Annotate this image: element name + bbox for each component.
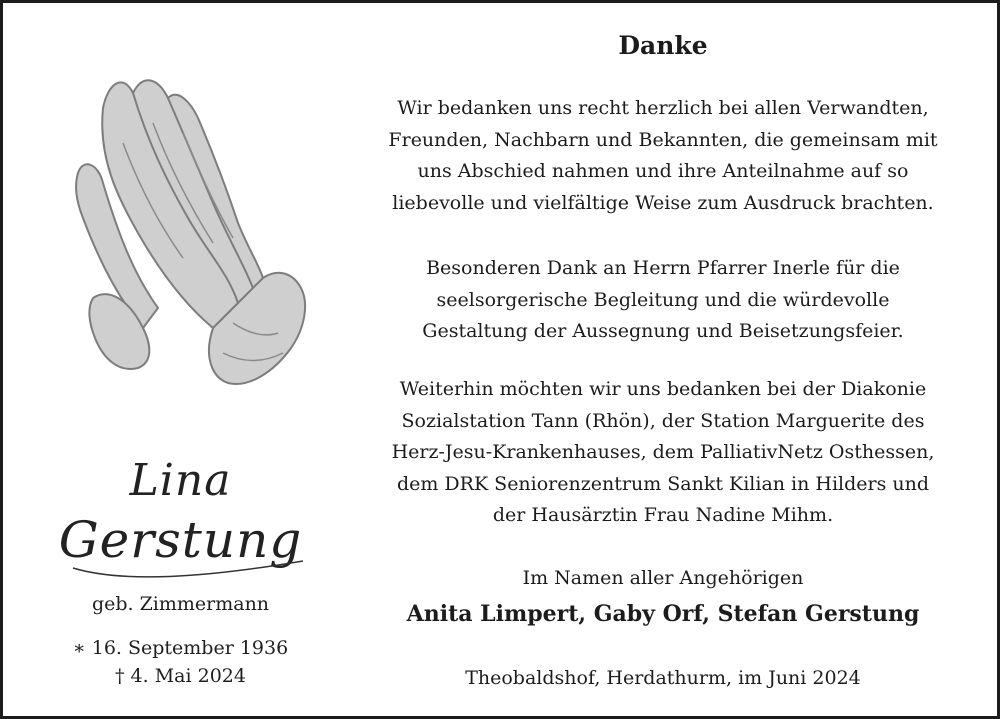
birth-date: ∗ 16. September 1936 bbox=[72, 637, 289, 659]
thanks-paragraph-3 bbox=[343, 374, 983, 532]
paragraph-line: Sozialstation Tann (Rhön), der Station Marguerite des bbox=[401, 409, 925, 432]
memorial-panel bbox=[3, 3, 358, 716]
paragraph-line: uns Abschied nahmen und ihre Anteilnahme auf so bbox=[417, 160, 909, 182]
paragraph-line: dem DRK Seniorenzentrum Sankt Kilian in Hilders und bbox=[396, 472, 930, 495]
paragraph-line: Freunden, Nachbarn und Bekannten, die gemeinsam mit bbox=[388, 128, 938, 151]
first-name: Lina bbox=[129, 455, 232, 506]
death-date: † 4. Mai 2024 bbox=[115, 665, 246, 687]
signers: Anita Limpert, Gaby Orf, Stefan Gerstung bbox=[406, 601, 920, 627]
paragraph-line: Herz-Jesu-Krankenhauses, dem PalliativNetz Osthessen, bbox=[391, 441, 935, 463]
paragraph-line: liebevolle und vielfältige Weise zum Ausdruck brachten. bbox=[392, 191, 934, 214]
paragraph-line: Gestaltung der Aussegnung und Beisetzungsfeier. bbox=[422, 320, 904, 342]
paragraph-line: Wir bedanken uns recht herzlich bei allen Verwandten, bbox=[397, 97, 929, 119]
thanks-paragraph-1 bbox=[343, 93, 983, 219]
paragraph-line: Besonderen Dank an Herrn Pfarrer Inerle für die bbox=[426, 257, 900, 279]
paragraph-line: der Hausärztin Frau Nadine Mihm. bbox=[492, 504, 834, 526]
place-and-date: Theobaldshof, Herdathurm, im Juni 2024 bbox=[465, 667, 861, 689]
closing-line: Im Namen aller Angehörigen bbox=[522, 567, 804, 589]
birth-name: geb. Zimmermann bbox=[91, 593, 270, 615]
thanks-panel bbox=[343, 3, 983, 716]
paragraph-line: seelsorgerische Begleitung und die würdevolle bbox=[436, 288, 890, 311]
praying-hands-icon bbox=[63, 63, 313, 403]
thanks-paragraph-2 bbox=[343, 253, 983, 348]
paragraph-line: Weiterhin möchten wir uns bedanken bei der Diakonie bbox=[399, 378, 927, 400]
notice-title: Danke bbox=[618, 31, 708, 60]
name-flourish bbox=[63, 443, 313, 583]
last-name: Gerstung bbox=[58, 511, 303, 569]
